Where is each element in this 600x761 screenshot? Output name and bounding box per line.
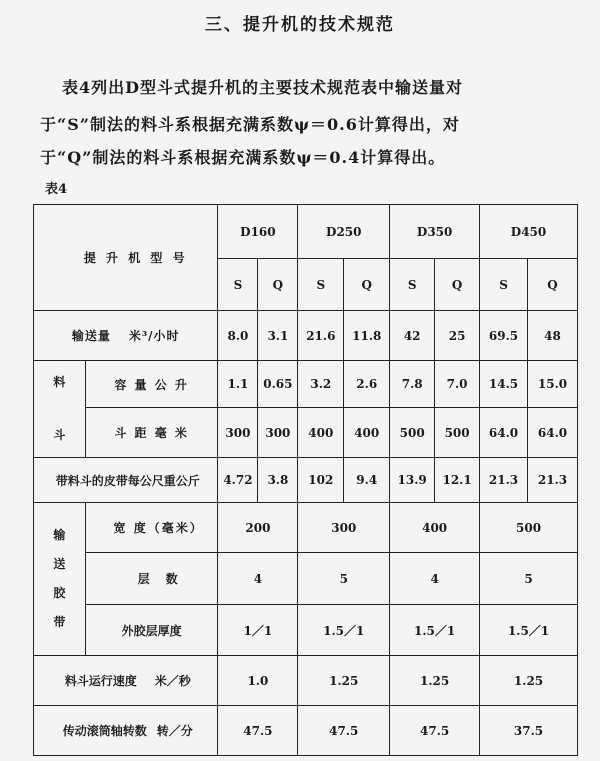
bucket-group-label <box>34 361 86 458</box>
bucket-volume-label: 容 量 公 升 <box>85 361 218 408</box>
table-cell: 1.25 <box>480 656 578 706</box>
table-cell: 1.0 <box>218 656 298 706</box>
table-cell: 47.5 <box>218 706 298 756</box>
table-cell: 21.3 <box>528 458 578 503</box>
table-cell: 7.8 <box>390 361 435 408</box>
table-row <box>34 408 578 458</box>
speed-unit: 米／秒 <box>154 674 191 688</box>
belt-group-char: 送 <box>53 557 66 571</box>
table-cell: 1.25 <box>298 656 390 706</box>
belt-cover-label: 外胶层厚度 <box>85 605 218 656</box>
capacity-label <box>34 311 218 361</box>
table-cell: 42 <box>390 311 435 361</box>
table-cell: 21.6 <box>298 311 344 361</box>
table-cell: 300 <box>258 408 298 458</box>
s-column-label: S <box>298 259 344 311</box>
table-cell: 300 <box>298 503 390 553</box>
table-cell: 9.4 <box>344 458 390 503</box>
belt-layers-label: 层 数 <box>85 553 218 605</box>
table-cell: 5 <box>480 553 578 605</box>
table-cell: 64.0 <box>480 408 528 458</box>
table-cell: 14.5 <box>480 361 528 408</box>
table-cell: 21.3 <box>480 458 528 503</box>
table-row <box>34 311 578 361</box>
table-cell: 15.0 <box>528 361 578 408</box>
table-cell: 13.9 <box>390 458 435 503</box>
spec-table <box>33 204 578 756</box>
bucket-group-char: 料 <box>53 375 66 389</box>
table-cell: 400 <box>344 408 390 458</box>
q-column-label: Q <box>435 259 480 311</box>
speed-text: 料斗运行速度 <box>64 674 137 688</box>
speed-label <box>34 656 218 706</box>
table-cell: 64.0 <box>528 408 578 458</box>
belt-group-label <box>34 503 86 656</box>
table-cell: 500 <box>480 503 578 553</box>
intro-line-2: 于“S”制法的料斗系根据充满系数ψ＝0.6计算得出，对 <box>40 115 460 134</box>
intro-line-1: 表4列出D型斗式提升机的主要技术规范表中输送量对 <box>62 78 464 97</box>
table-row <box>34 605 578 656</box>
belt-group-char: 输 <box>53 528 66 542</box>
model-d450: D450 <box>480 205 578 259</box>
table-cell: 200 <box>218 503 298 553</box>
table-cell: 12.1 <box>435 458 480 503</box>
table-cell: 0.65 <box>258 361 298 408</box>
table-cell: 500 <box>435 408 480 458</box>
table-row <box>34 706 578 756</box>
table-cell: 25 <box>435 311 480 361</box>
table-cell: 11.8 <box>344 311 390 361</box>
table-cell: 1.5／1 <box>480 605 578 656</box>
table-cell: 3.2 <box>298 361 344 408</box>
table-cell: 400 <box>298 408 344 458</box>
table-cell: 2.6 <box>344 361 390 408</box>
drum-label <box>34 706 218 756</box>
table-cell: 1／1 <box>218 605 298 656</box>
table-cell: 7.0 <box>435 361 480 408</box>
q-column-label: Q <box>258 259 298 311</box>
belt-weight-label: 带料斗的皮带每公尺重公斤 <box>34 458 218 503</box>
table-cell: 4.72 <box>218 458 258 503</box>
q-column-label: Q <box>528 259 578 311</box>
bucket-group-char: 斗 <box>53 428 66 442</box>
table-cell: 69.5 <box>480 311 528 361</box>
model-header: 提 升 机 型 号 <box>34 205 218 311</box>
belt-width-label: 宽 度（毫米） <box>85 503 218 553</box>
model-d250: D250 <box>298 205 390 259</box>
table-cell: 500 <box>390 408 435 458</box>
table-row <box>34 503 578 553</box>
table-cell: 3.8 <box>258 458 298 503</box>
table-cell: 3.1 <box>258 311 298 361</box>
s-column-label: S <box>218 259 258 311</box>
drum-unit: 转／分 <box>156 724 193 738</box>
model-d350: D350 <box>390 205 480 259</box>
bucket-pitch-label: 斗 距 毫 米 <box>85 408 218 458</box>
section-heading: 三、提升机的技术规范 <box>205 15 395 35</box>
table-cell: 400 <box>390 503 480 553</box>
table-row <box>34 205 578 259</box>
belt-group-char: 带 <box>53 615 66 629</box>
table-row <box>34 656 578 706</box>
s-column-label: S <box>480 259 528 311</box>
table-cell: 4 <box>218 553 298 605</box>
table-cell: 1.25 <box>390 656 480 706</box>
table-cell: 4 <box>390 553 480 605</box>
table-cell: 8.0 <box>218 311 258 361</box>
drum-text: 传动滚筒轴转数 <box>62 724 147 738</box>
capacity-text: 输送量 <box>71 329 111 343</box>
table-cell: 47.5 <box>298 706 390 756</box>
table-cell: 102 <box>298 458 344 503</box>
table-cell: 1.5／1 <box>390 605 480 656</box>
table-cell: 48 <box>528 311 578 361</box>
intro-line-3: 于“Q”制法的料斗系根据充满系数ψ＝0.4计算得出。 <box>40 148 446 167</box>
table-row <box>34 361 578 408</box>
q-column-label: Q <box>344 259 390 311</box>
table-row <box>34 458 578 503</box>
table-cell: 300 <box>218 408 258 458</box>
s-column-label: S <box>390 259 435 311</box>
table-cell: 1.1 <box>218 361 258 408</box>
table-row <box>34 553 578 605</box>
table-label: 表4 <box>45 182 68 197</box>
capacity-unit: 米³/小时 <box>128 329 180 343</box>
table-cell: 47.5 <box>390 706 480 756</box>
table-cell: 37.5 <box>480 706 578 756</box>
belt-group-char: 胶 <box>53 586 66 600</box>
table-cell: 1.5／1 <box>298 605 390 656</box>
table-cell: 5 <box>298 553 390 605</box>
model-d160: D160 <box>218 205 298 259</box>
